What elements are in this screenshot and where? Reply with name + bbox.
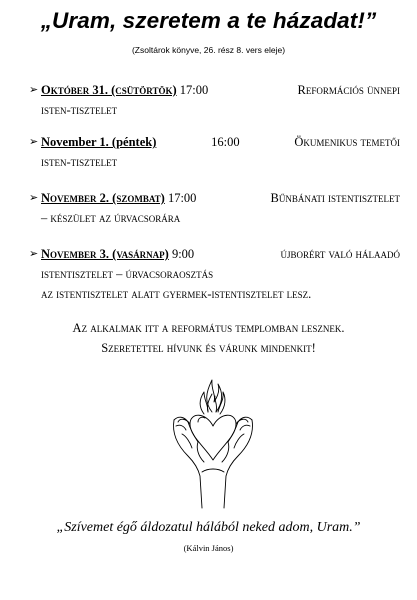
event-title: újborért való hálaadó xyxy=(280,247,400,261)
hands-holding-heart-icon xyxy=(168,372,258,512)
event-title: Reformációs ünnepi xyxy=(297,83,400,97)
event-item xyxy=(30,244,400,304)
event-date: November 1. (péntek) xyxy=(41,135,157,149)
arrow-bullet-icon: ➢ xyxy=(29,192,39,204)
event-time: 17:00 xyxy=(179,83,209,97)
event-title-cont: isten-tisztelet xyxy=(41,103,118,117)
event-date: November 2. (szombat) xyxy=(41,191,165,205)
event-date: November 3. (vasárnap) xyxy=(41,247,169,261)
page-title: „Uram, szeretem a te házadat!” xyxy=(40,8,377,33)
event-note: az istentisztelet alatt gyermek-istentisztelet lesz. xyxy=(41,287,312,301)
event-title-cont: isten-tisztelet xyxy=(41,155,118,169)
invitation-notice xyxy=(0,318,417,358)
arrow-bullet-icon: ➢ xyxy=(29,84,39,96)
closing-quote: „Szívemet égő áldozatul hálából neked adom, Uram.” xyxy=(56,520,361,535)
event-title: Bűnbánati istentisztelet xyxy=(270,191,400,205)
event-title-cont: istentisztelet – úrvacsoraosztás xyxy=(41,267,214,281)
arrow-bullet-icon: ➢ xyxy=(29,136,39,148)
notice-line: Szeretettel hívunk és várunk mindenkit! xyxy=(101,341,316,355)
bible-reference: (Zsoltárok könyve, 26. rész 8. vers eleje) xyxy=(131,45,286,55)
notice-line: Az alkalmak itt a református templomban lesznek. xyxy=(72,321,345,335)
event-time: 17:00 xyxy=(167,191,197,205)
event-time: 16:00 xyxy=(211,135,240,149)
event-item xyxy=(30,132,400,172)
event-title-cont: – készület az úrvacsorára xyxy=(41,211,181,225)
quote-author: (Kálvin János) xyxy=(183,543,234,553)
event-time: 9:00 xyxy=(171,247,195,261)
event-date: Október 31. (csütörtök) xyxy=(41,83,177,97)
event-item xyxy=(30,80,400,120)
event-title: Ökumenikus temetői xyxy=(294,135,400,149)
arrow-bullet-icon: ➢ xyxy=(29,248,39,260)
event-item xyxy=(30,188,400,228)
